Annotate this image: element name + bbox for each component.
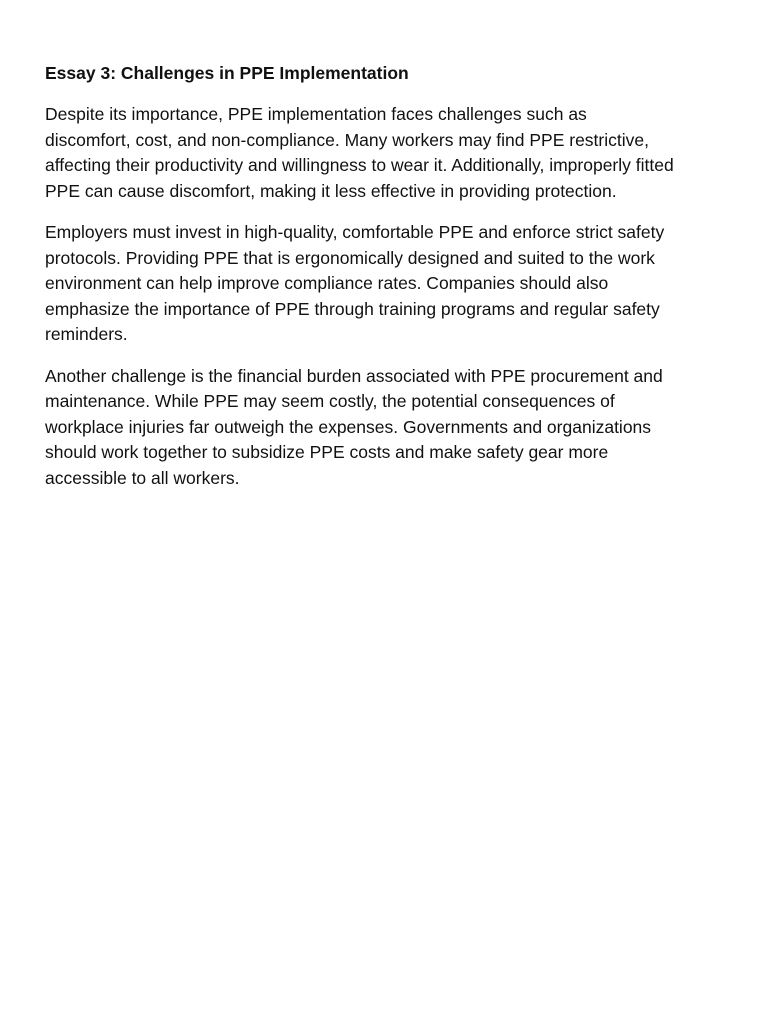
document-page	[45, 61, 735, 507]
essay-title: Essay 3: Challenges in PPE Implementation	[45, 63, 409, 83]
paragraph-employer-investment: Employers must invest in high-quality, comfortable PPE and enforce strict safety protocols. Providing PPE that is ergonomically designed and suited to the work environment can help improve compliance rates. Companies should also emphasize the importance of PPE through training programs and regular safety reminders.	[45, 222, 665, 344]
paragraph-financial-burden: Another challenge is the financial burden associated with PPE procurement and maintenance. While PPE may seem costly, the potential consequences of workplace injuries far outweigh the expenses. Governments and organizations should work together to subsidize PPE costs and make safety gear more accessible to all workers.	[45, 365, 663, 488]
paragraph-challenges-overview: Despite its importance, PPE implementation faces challenges such as discomfort, cost, and non-compliance. Many workers may find PPE restrictive, affecting their productivity and willingness to wear it. Additionally, improperly fitted PPE can cause discomfort, making it less effective in providing protection.	[45, 104, 674, 201]
